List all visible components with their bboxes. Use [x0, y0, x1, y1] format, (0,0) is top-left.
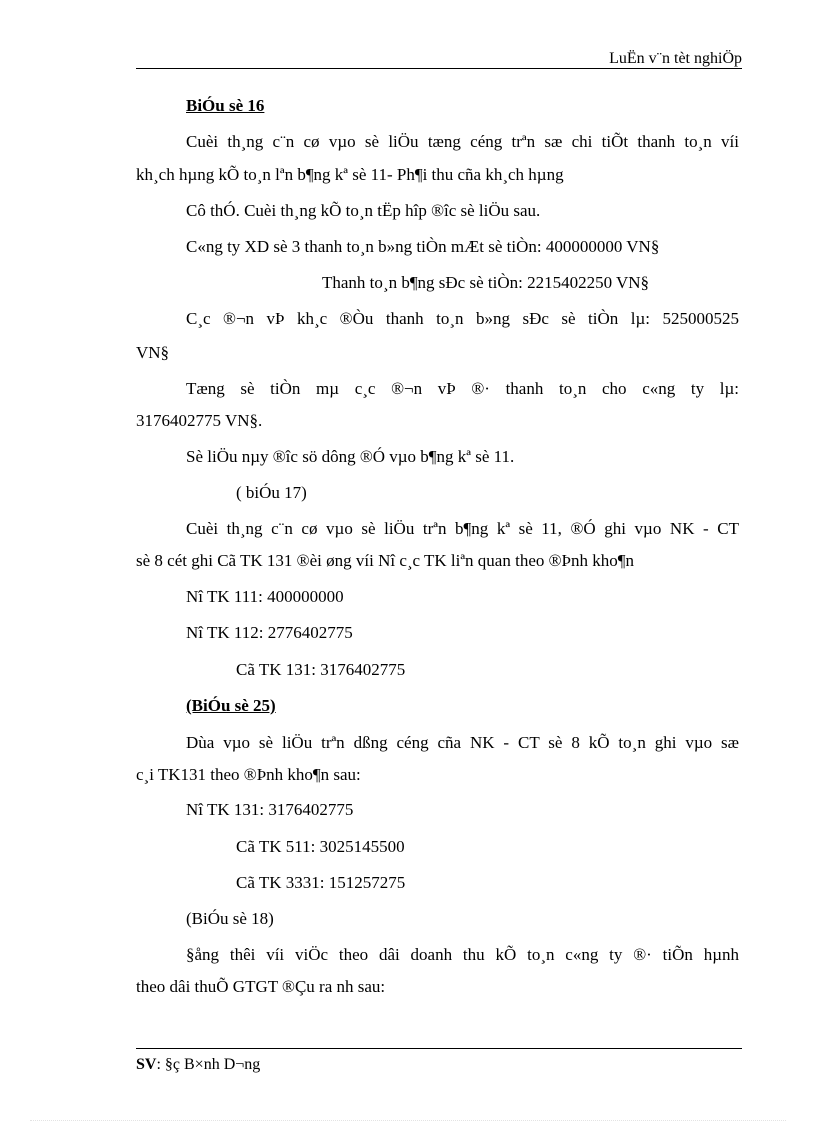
entry-no-tk-111: Nî TK 111: 400000000	[186, 587, 344, 606]
entry-co-tk-511: Cã TK 511: 3025145500	[236, 837, 405, 856]
paragraph-1-line-2: kh¸ch hµng kÕ to¸n lªn b¶ng kª sè 11- Ph¶i thu cña kh¸ch hµng	[136, 165, 564, 184]
footer-author: : §ç B×nh D¬ng	[156, 1056, 261, 1073]
entry-no-tk-112: Nî TK 112: 2776402775	[186, 623, 353, 642]
paragraph-4: Thanh to¸n b¶ng sÐc sè tiÒn: 2215402250 VN§	[322, 273, 650, 292]
paragraph-6-line-1: Tæng sè tiÒn mµ c¸c ®¬n vÞ ®· thanh to¸n cho c«ng ty lµ:	[186, 379, 739, 398]
paragraph-9-line-1: Cuèi th¸ng c¨n cø vµo sè liÖu trªn b¶ng kª sè 11, ®Ó ghi vµo NK - CT	[186, 519, 739, 538]
paragraph-10-line-1: Dùa vµo sè liÖu trªn dßng céng cña NK - CT sè 8 kÕ to¸n ghi vµo sæ	[186, 733, 739, 752]
paragraph-5-line-2: VN§	[136, 343, 170, 362]
paragraph-11-line-2: theo dâi thuÕ GTGT ®Çu ra nh sau:	[136, 977, 386, 996]
paragraph-2: Cô thÓ. Cuèi th¸ng kÕ to¸n tËp hîp ®îc sè liÖu sau.	[186, 201, 541, 220]
paragraph-10-line-2: c¸i TK131 theo ®Þnh kho¶n sau:	[136, 765, 361, 784]
page-header: LuËn v¨n tèt nghiÖp	[609, 50, 742, 67]
footer-label: SV	[136, 1056, 157, 1073]
paragraph-11-line-1: §ång thêi víi viÖc theo dâi doanh thu kÕ to¸n c«ng ty ®· tiÕn hµnh	[186, 945, 739, 964]
paragraph-8: ( biÓu 17)	[236, 483, 307, 502]
page-bottom-edge	[30, 1120, 786, 1121]
paragraph-1-line-1: Cuèi th¸ng c¨n cø vµo sè liÖu tæng céng trªn sæ chi tiÕt thanh to¸n víi	[186, 132, 739, 151]
footer-divider	[136, 1048, 742, 1049]
paragraph-7: Sè liÖu nµy ®îc sö dông ®Ó vµo b¶ng kª sè 11.	[186, 447, 515, 466]
heading-bieu-25: (BiÓu sè 25)	[186, 696, 276, 715]
entry-no-tk-131: Nî TK 131: 3176402775	[186, 800, 354, 819]
paragraph-9-line-2: sè 8 cét ghi Cã TK 131 ®èi øng víi Nî c¸c TK liªn quan theo ®Þnh kho¶n	[136, 551, 634, 570]
heading-bieu-16: BiÓu sè 16	[186, 96, 265, 115]
paragraph-3: C«ng ty XD sè 3 thanh to¸n b»ng tiÒn mÆt sè tiÒn: 400000000 VN§	[186, 237, 660, 256]
entry-co-tk-131: Cã TK 131: 3176402775	[236, 660, 406, 679]
header-divider	[136, 68, 742, 69]
entry-co-tk-3331: Cã TK 3331: 151257275	[236, 873, 406, 892]
paragraph-6-line-2: 3176402775 VN§.	[136, 411, 263, 430]
paragraph-5-line-1: C¸c ®¬n vÞ kh¸c ®Òu thanh to¸n b»ng sÐc sè tiÒn lµ: 525000525	[186, 309, 739, 328]
page-footer	[136, 1055, 260, 1075]
heading-bieu-18: (BiÓu sè 18)	[186, 909, 274, 928]
